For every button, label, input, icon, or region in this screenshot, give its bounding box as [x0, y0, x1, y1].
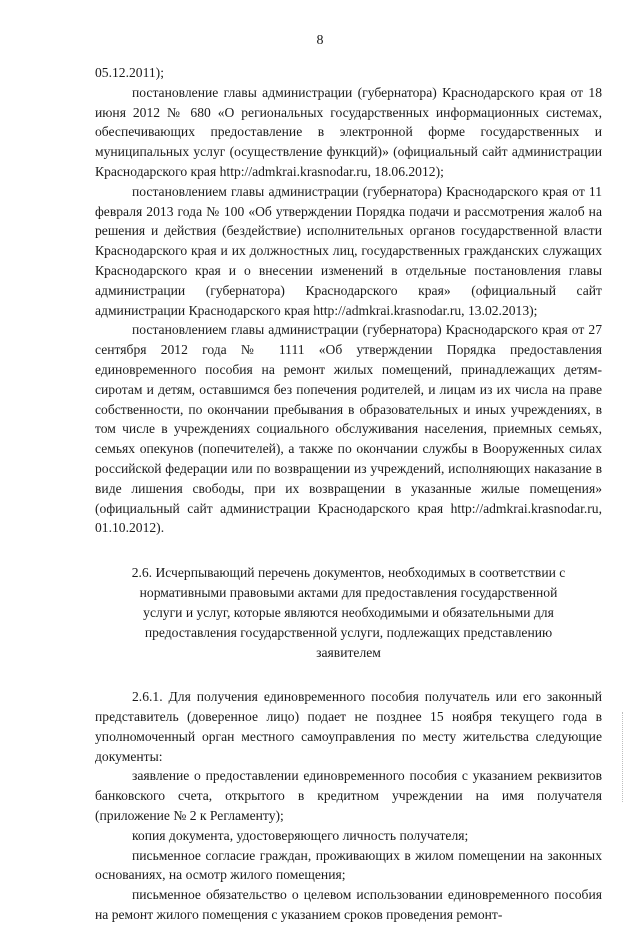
paragraph-date-tail: 05.12.2011); [95, 65, 164, 80]
document-body [95, 63, 602, 925]
margin-mark [622, 712, 624, 802]
list-item-application: заявление о предоставлении единовременного пособия с указанием реквизитов банковского счета, открытого в кредитном учреждении на имя получателя (приложение № 2 к Регламенту); [95, 768, 602, 823]
list-item-consent: письменное согласие граждан, проживающих в жилом помещении на законных основаниях, на осмотр жилого помещения; [95, 847, 602, 883]
list-item-id-copy: копия документа, удостоверяющего личность получателя; [132, 827, 469, 843]
page-number: 8 [316, 33, 324, 48]
paragraph-decree-1111: постановлением главы администрации (губернатора) Краснодарского края от 27 сентября 2012 года № 1111 «Об утверждении Порядка предоставления единовременного пособия на ремонт жилых помещений, принадлежащих детям-сиротам и детям, оставшимся без попечения родителей, и лицам из их числа на праве собственности, по окончании пребывания в образовательных и иных учреждениях, в том числе в учреждениях социального обслуживания населения, приемных семьях, семьях опекунов (попечителей), а также по окончании службы в Вооруженных силах российской федерации или по возвращении из учреждений, исполняющих наказание в виде лишения свободы, при их возвращении в указанные жилые помещения» (официальный сайт администрации Краснодарского края http://admkrai.krasnodar.ru, 01.10.2012). [95, 322, 602, 536]
list-item-obligation: письменное обязательство о целевом использовании единовременного пособия на ремонт жилого помещения с указанием сроков проведения ремонт- [95, 887, 602, 922]
section-heading: 2.6. Исчерпывающий перечень документов, необходимых в соответствии с нормативными правовыми актами для предоставления государственной услуги и услуг, которые являются необходимыми и обязательными для предоставления государственной услуги, подлежащих представлению заявителем [131, 565, 566, 661]
paragraph-2-6-1: 2.6.1. Для получения единовременного пособия получатель или его законный представитель (доверенное лицо) подает не позднее 15 ноября текущего года в уполномоченный орган местного самоуправления по месту жительства следующие документы: [95, 689, 602, 764]
paragraph-decree-680: постановление главы администрации (губернатора) Краснодарского края от 18 июня 2012 № 680 «О региональных государственных информационных системах, обеспечивающих предоставление в электронной форме государственных и муниципальных услуг (осуществление функций)» (официальный сайт администрации Краснодарского края http://admkrai.krasnodar.ru, 18.06.2012); [95, 84, 602, 179]
paragraph-decree-100: постановлением главы администрации (губернатора) Краснодарского края от 11 февраля 2013 года № 100 «Об утверждении Порядка подачи и рассмотрения жалоб на решения и действия (бездействие) исполнительных органов государственной власти Краснодарского края и их должностных лиц, государственных гражданских служащих Краснодарского края и о внесении изменений в отдельные постановления главы администрации (губернатора) Краснодарского края» (официальный сайт администрации Краснодарского края http://admkrai.krasnodar.ru, 13.02.2013); [95, 183, 602, 318]
